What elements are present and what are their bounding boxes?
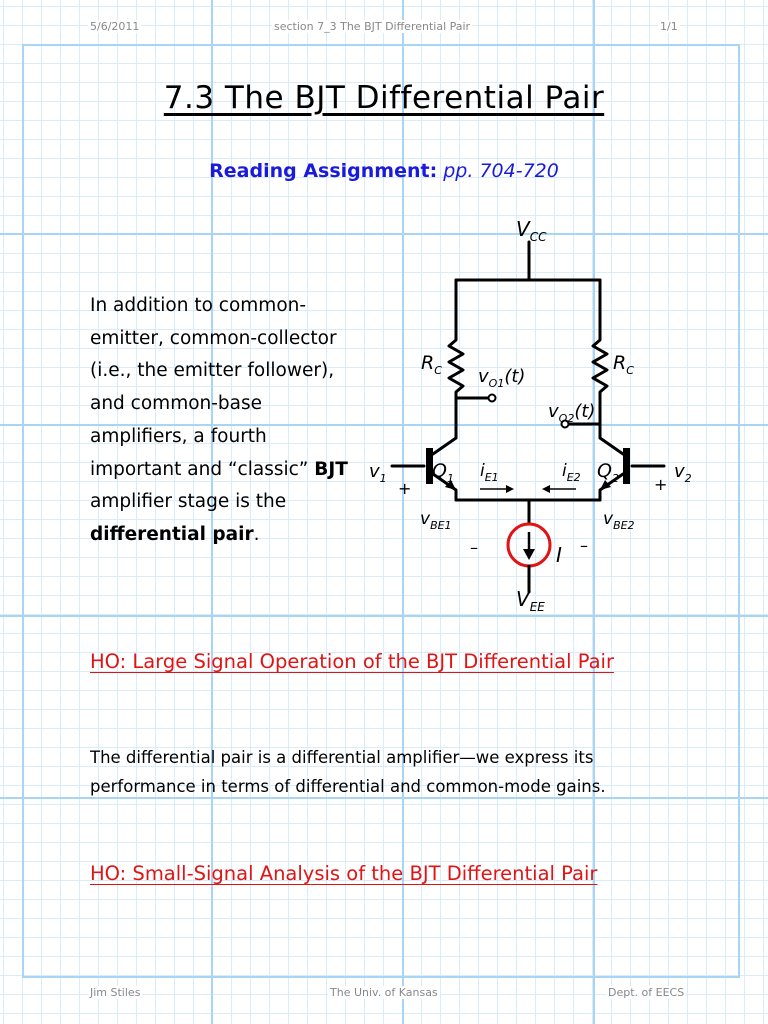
v1-label: $v_1$ xyxy=(369,461,387,485)
ie2-label: $i_{E2}$ xyxy=(562,461,581,484)
q2-base xyxy=(623,448,630,484)
header-date: 5/6/2011 xyxy=(90,20,140,33)
ho-large-signal-link[interactable]: HO: Large Signal Operation of the BJT Differential Pair xyxy=(90,650,614,673)
ie1-arrow-head xyxy=(506,485,514,493)
v1-plus: + xyxy=(398,479,412,498)
intro-text-2: amplifier stage is the xyxy=(90,491,287,513)
q1-label: $Q_1$ xyxy=(432,460,454,485)
ie1-label: $i_{E1}$ xyxy=(480,461,499,484)
vbe1-minus: – xyxy=(470,538,478,557)
q2-label: $Q_2$ xyxy=(597,460,619,485)
rc-right-label: $R_C$ xyxy=(613,352,634,377)
header-title: section 7_3 The BJT Differential Pair xyxy=(274,20,471,33)
current-label: I xyxy=(556,543,562,567)
intro-end: . xyxy=(253,523,260,545)
vbe1-label: $v_{BE1}$ xyxy=(420,509,452,532)
rc-left-resistor xyxy=(449,280,463,438)
ho-small-signal-link[interactable]: HO: Small-Signal Analysis of the BJT Differential Pair xyxy=(90,862,598,885)
vcc-label: $V_{CC}$ xyxy=(516,217,547,244)
reading-pages: pp. 704-720 xyxy=(443,160,559,182)
v2-plus: + xyxy=(654,475,668,494)
footer-dept: Dept. of EECS xyxy=(608,986,685,999)
header-page: 1/1 xyxy=(660,20,678,33)
body-paragraph: The differential pair is a differential amplifier—we express its performance in terms of differential and common-mode gains. xyxy=(90,748,606,796)
footer-school: The Univ. of Kansas xyxy=(330,986,438,999)
q1-collector xyxy=(433,438,456,454)
down-arrow-head xyxy=(523,549,535,560)
v2-label: $v_2$ xyxy=(674,461,692,485)
rc-left-label: $R_C$ xyxy=(421,352,442,377)
vbe2-minus: – xyxy=(580,536,588,555)
intro-bjt: BJT xyxy=(314,458,348,480)
reading-label: Reading Assignment: xyxy=(209,160,438,182)
vo1-label: $v_{O1}(t)$ xyxy=(478,366,526,390)
footer-author: Jim Stiles xyxy=(90,986,141,999)
vo2-label: $v_{O2}(t)$ xyxy=(548,401,596,425)
vee-label: $V_{EE}$ xyxy=(516,587,545,614)
q2-collector xyxy=(600,438,623,454)
ie2-arrow-head xyxy=(542,485,550,493)
page-title: 7.3 The BJT Differential Pair xyxy=(163,80,605,116)
vbe2-label: $v_{BE2}$ xyxy=(603,509,635,532)
intro-text-1: In addition to common-emitter, common-collector (i.e., the emitter follower), and common-base amplifiers, a fourth important and “classic” xyxy=(90,295,337,480)
vo1-terminal xyxy=(489,395,496,402)
intro-differential-pair: differential pair xyxy=(90,523,254,545)
